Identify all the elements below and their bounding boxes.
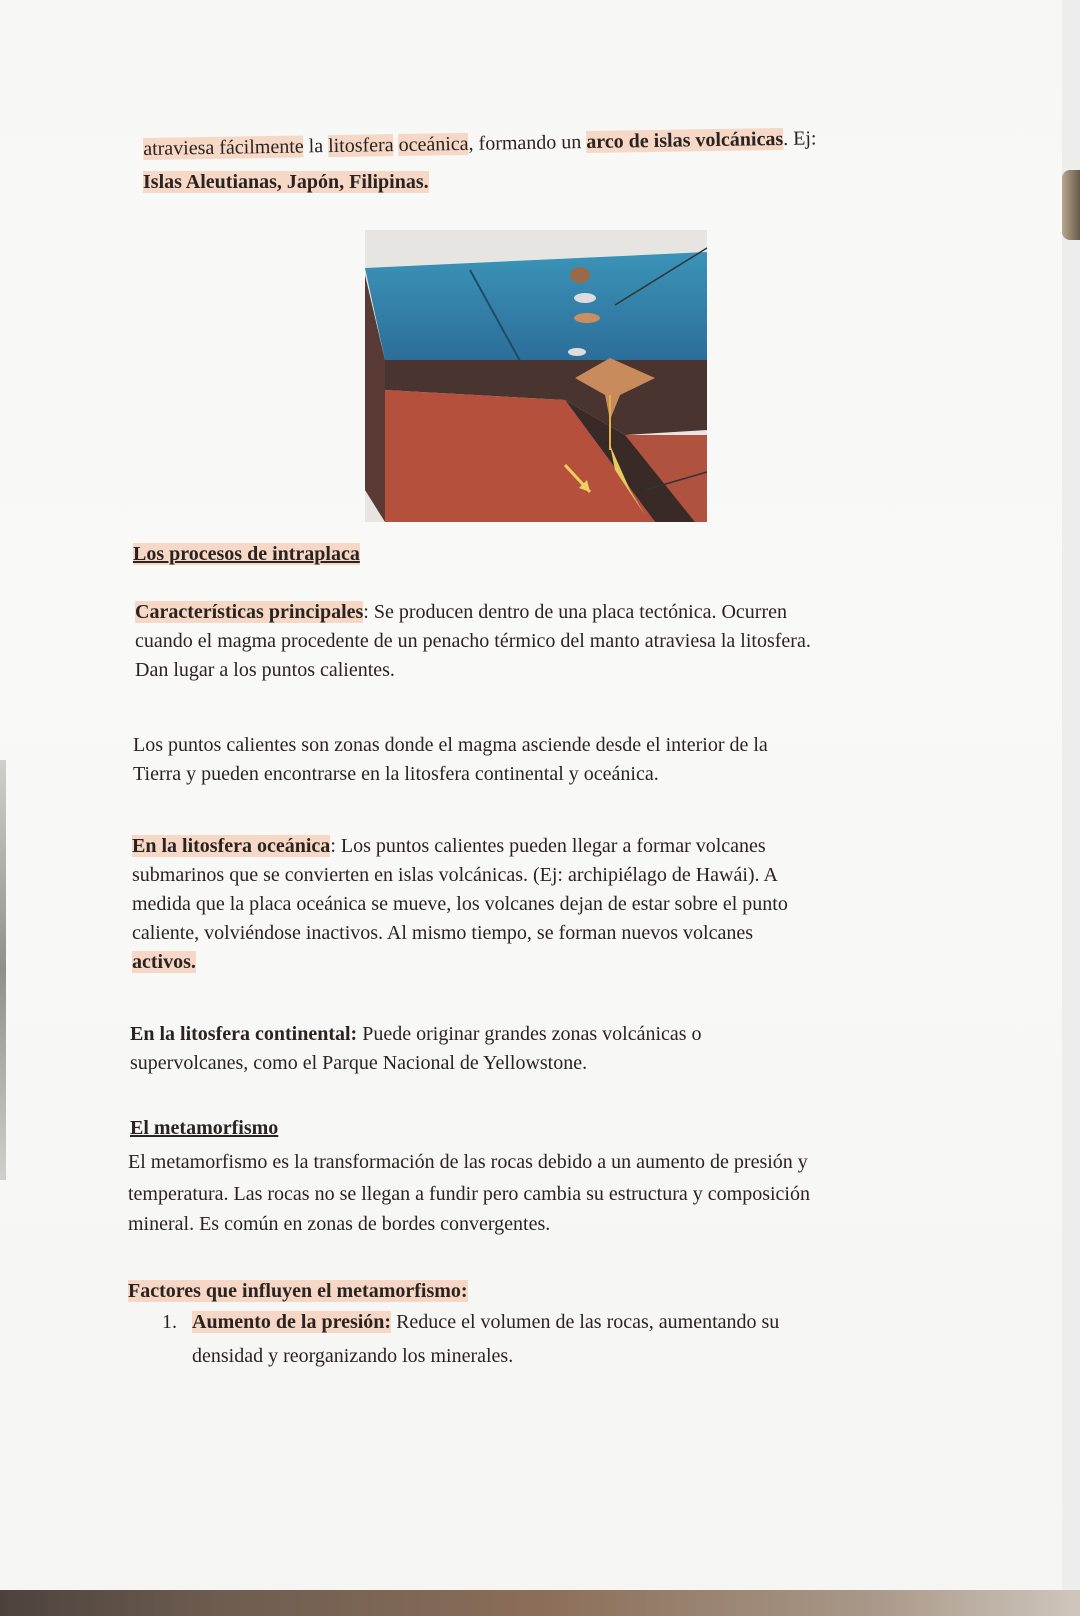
continental-line-1 xyxy=(130,1020,702,1049)
text: . Ej: xyxy=(782,127,817,150)
factor-item-1-line-2: densidad y reorganizando los minerales. xyxy=(192,1345,514,1367)
puntos-calientes-line-1: Los puntos calientes son zonas donde el magma asciende desde el interior de la xyxy=(133,734,768,756)
text: activos. xyxy=(132,951,196,973)
caracteristicas-line-1 xyxy=(135,598,787,627)
highlight: atraviesa fácilmente xyxy=(143,135,304,160)
oceanica-line-4: caliente, volviéndose inactivos. Al mismo tiempo, se forman nuevos volcanes xyxy=(132,922,753,944)
continental-line-2: supervolcanes, como el Parque Nacional de Yellowstone. xyxy=(130,1052,588,1074)
text: la xyxy=(303,135,329,158)
page-edge-shadow xyxy=(0,760,6,1180)
examples: Islas Aleutianas, Japón, Filipinas. xyxy=(143,171,429,193)
oceanica-line-5 xyxy=(132,948,196,977)
factores-heading xyxy=(128,1277,468,1306)
label: En la litosfera continental: xyxy=(130,1023,358,1045)
puntos-calientes-line-2: Tierra y pueden encontrarse en la litosfera continental y oceánica. xyxy=(133,763,659,785)
text: Puede originar grandes zonas volcánicas o xyxy=(357,1023,702,1045)
heading-text: El metamorfismo xyxy=(130,1117,279,1139)
subduction-illustration-icon xyxy=(365,230,707,522)
caracteristicas-line-3: Dan lugar a los puntos calientes. xyxy=(135,659,395,681)
highlight-bold: arco de islas volcánicas xyxy=(586,127,784,154)
metamorfismo-line-3: mineral. Es común en zonas de bordes convergentes. xyxy=(128,1213,551,1235)
list-number: 1. xyxy=(162,1311,177,1333)
caracteristicas-line-2: cuando el magma procedente de un penacho térmico del manto atraviesa la litosfera. xyxy=(135,630,811,652)
text: , formando un xyxy=(468,131,587,155)
desk-surface xyxy=(0,1590,1080,1616)
intro-line-2 xyxy=(143,168,429,197)
highlight: oceánica xyxy=(398,132,469,156)
factor-item-1-line-1 xyxy=(162,1308,779,1337)
metamorfismo-line-1: El metamorfismo es la transformación de las rocas debido a un aumento de presión y xyxy=(128,1151,808,1173)
text: : Se producen dentro de una placa tectónica. Ocurren xyxy=(363,601,787,623)
label: En la litosfera oceánica xyxy=(132,835,331,857)
binder-clip xyxy=(1062,170,1080,240)
section-heading-intraplaca xyxy=(133,540,360,569)
heading-text: Los procesos de intraplaca xyxy=(133,543,360,565)
label: Características principales xyxy=(135,601,364,623)
text: : Los puntos calientes pueden llegar a formar volcanes xyxy=(330,835,766,857)
oceanica-line-2: submarinos que se convierten en islas volcánicas. (Ej: archipiélago de Hawái). A xyxy=(132,864,778,886)
section-heading-metamorfismo xyxy=(130,1114,278,1143)
label: Aumento de la presión: xyxy=(192,1311,392,1333)
oceanica-line-1 xyxy=(132,832,766,861)
heading-text: Factores que influyen el metamorfismo: xyxy=(128,1280,468,1302)
subduction-diagram xyxy=(365,230,707,522)
text: Reduce el volumen de las rocas, aumentando su xyxy=(391,1311,780,1333)
oceanica-line-3: medida que la placa oceánica se mueve, los volcanes dejan de estar sobre el punto xyxy=(132,893,788,915)
metamorfismo-line-2: temperatura. Las rocas no se llegan a fundir pero cambia su estructura y composición xyxy=(128,1183,810,1205)
highlight: litosfera xyxy=(327,134,394,158)
